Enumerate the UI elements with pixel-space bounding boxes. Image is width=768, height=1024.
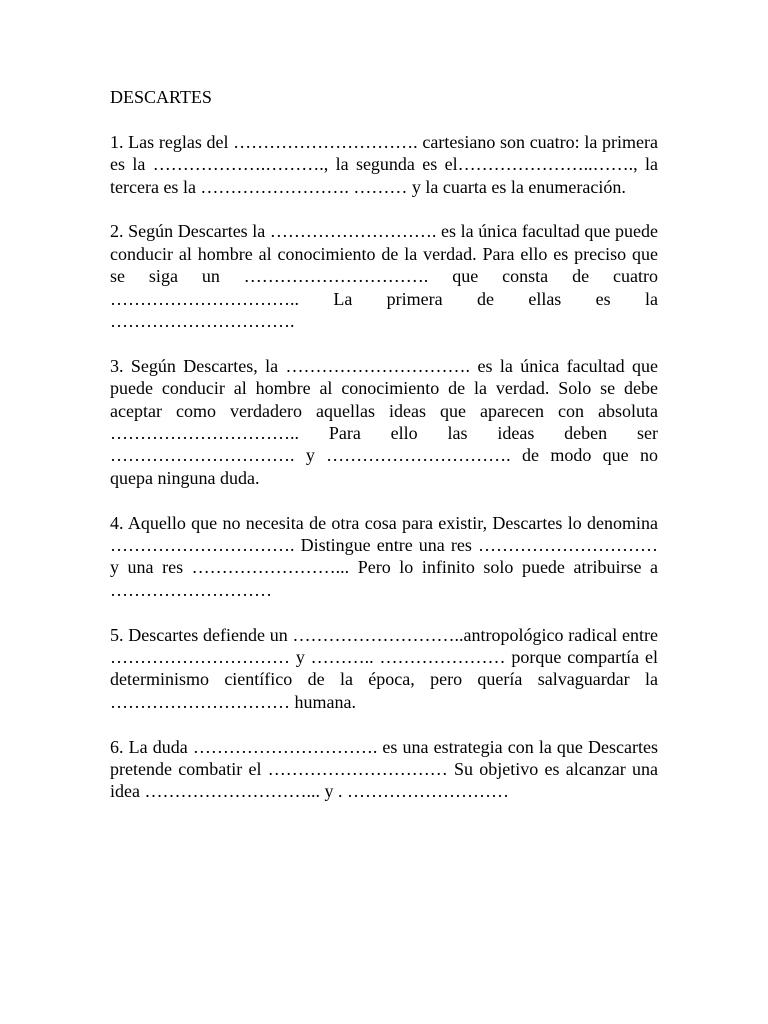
question-1: 1. Las reglas del …………………………. cartesiano son cuatro: la primera es la ……………….………., la segunda es el…………………..……., la tercera es la ……………………. ……… y la cuarta es la enumeración. bbox=[110, 131, 658, 197]
question-4: 4. Aquello que no necesita de otra cosa para existir, Descartes lo denomina …………………………. Distingue entre una res ………………………… y una res ……………………... Pero lo infinito solo puede atribuirse a ……………………… bbox=[110, 512, 658, 600]
question-5: 5. Descartes defiende un ………………………..antropológico radical entre ………………………… y ……….. ………………… porque compartía el determinismo científico de la época, pero quería salvaguardar la ………………………… humana. bbox=[110, 624, 658, 712]
question-6: 6. La duda …………………………. es una estrategia con la que Descartes pretende combatir el ………………………… Su objetivo es alcanzar una idea ………………………... y . ……………………… bbox=[110, 736, 658, 802]
question-2: 2. Según Descartes la ………………………. es la única facultad que puede conducir al hombre al conocimiento de la verdad. Para ello es preciso que se siga un …………………………. que consta de cuatro ………………………….. La primera de ellas es la …………………………. bbox=[110, 221, 658, 332]
worksheet-page bbox=[110, 86, 658, 803]
question-3: 3. Según Descartes, la …………………………. es la única facultad que puede conducir al hombre al conocimiento de la verdad. Solo se debe aceptar como verdadero aquellas ideas que aparecen con absoluta ………………………….. Para ello las ideas deben ser …………………………. y …………………………. de modo que no quepa ninguna duda. bbox=[110, 355, 658, 488]
document-title: DESCARTES bbox=[110, 87, 212, 107]
